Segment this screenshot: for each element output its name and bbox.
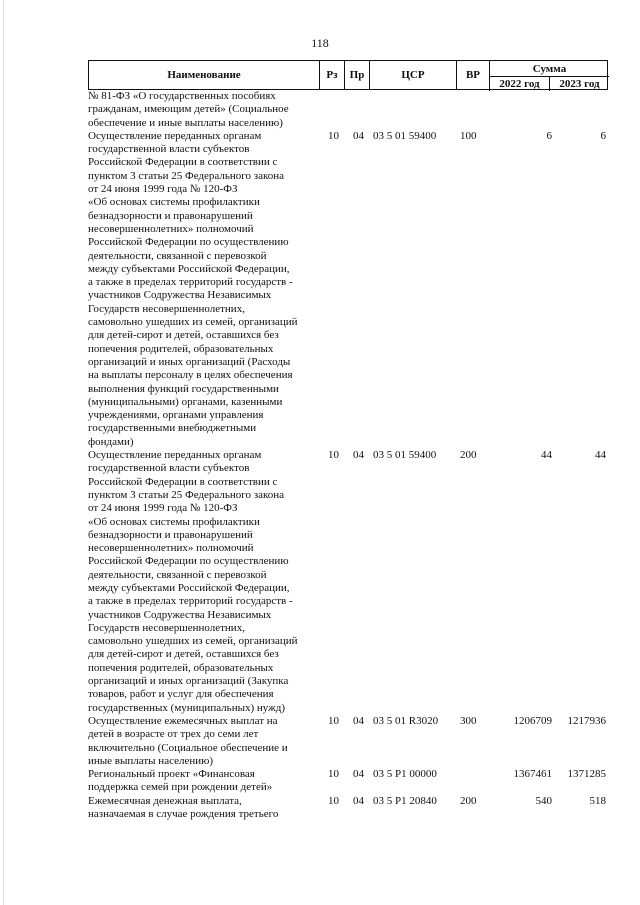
row-name-line: Осуществление переданных органам — [88, 449, 262, 462]
row-pr: 04 — [353, 768, 364, 781]
table-body — [88, 90, 608, 821]
row-name-line: деятельности, связанной с перевозкой — [88, 568, 267, 581]
table-row — [88, 130, 608, 449]
row-csr: 03 5 P1 00000 — [373, 768, 437, 781]
row-sum-2022: 540 — [535, 794, 552, 807]
row-sum-2022: 1206709 — [513, 714, 552, 727]
row-name-line: гражданам, имеющим детей» (Социальное — [88, 103, 289, 116]
row-sum-2023: 44 — [595, 449, 606, 462]
table-row — [88, 768, 608, 795]
row-name-line: деятельности, связанной с перевозкой — [88, 249, 267, 262]
row-name-line: безнадзорности и правонарушений — [88, 209, 253, 222]
row-name-line: «Об основах системы профилактики — [88, 196, 260, 209]
row-vr: 200 — [460, 449, 477, 462]
row-name-line: участников Содружества Независимых — [88, 608, 272, 621]
scan-edge-line — [3, 0, 4, 905]
table-header — [88, 60, 608, 90]
row-sum-2023: 1371285 — [567, 768, 606, 781]
row-name-line: (муниципальными) органами, казенными — [88, 395, 283, 408]
header-year-2022: 2022 год — [489, 76, 549, 91]
row-rz: 10 — [328, 129, 339, 142]
row-csr: 03 5 01 R3020 — [373, 714, 439, 727]
row-name-line: № 81-ФЗ «О государственных пособиях — [88, 90, 276, 102]
row-name-line: государственных (муниципальных) нужд) — [88, 701, 285, 714]
row-name — [88, 795, 316, 822]
row-name-line: для детей-сирот и детей, оставшихся без — [88, 329, 279, 342]
table-row — [88, 90, 608, 130]
row-name-line: попечения родителей, образовательных — [88, 661, 274, 674]
row-name-line: Российской Федерации в соответствии с — [88, 156, 278, 169]
row-name-line: пунктом 3 статьи 25 Федерального закона — [88, 169, 285, 182]
row-name-line: «Об основах системы профилактики — [88, 515, 260, 528]
row-name-line: выполнения функций государственными — [88, 382, 279, 395]
row-pr: 04 — [353, 714, 364, 727]
row-sum-2022: 1367461 — [513, 768, 552, 781]
row-pr: 04 — [353, 794, 364, 807]
table-row — [88, 449, 608, 715]
row-name-line: пунктом 3 статьи 25 Федерального закона — [88, 488, 285, 501]
row-sum-2023: 1217936 — [567, 714, 606, 727]
row-name-line: Региональный проект «Финансовая — [88, 768, 255, 781]
row-name-line: Российской Федерации по осуществлению — [88, 236, 289, 249]
row-name-line: учреждениями, органами управления — [88, 409, 264, 422]
row-csr: 03 5 P1 20840 — [373, 794, 437, 807]
row-name — [88, 449, 316, 715]
row-name-line: организаций и иных организаций (Расходы — [88, 355, 291, 368]
header-vr: ВР — [456, 61, 489, 89]
header-rz: Рз — [319, 61, 344, 89]
row-name-line: Ежемесячная денежная выплата, — [88, 794, 242, 807]
row-rz: 10 — [328, 714, 339, 727]
row-rz: 10 — [328, 768, 339, 781]
row-name-line: детей в возрасте от трех до семи лет — [88, 728, 259, 741]
row-name-line: государственной власти субъектов — [88, 143, 250, 156]
row-name-line: между субъектами Российской Федерации, — [88, 262, 290, 275]
row-name-line: государственной власти субъектов — [88, 462, 250, 475]
row-name-line: поддержка семей при рождении детей» — [88, 781, 273, 794]
table-row — [88, 715, 608, 768]
row-name-line: несовершеннолетних» полномочий — [88, 222, 254, 235]
row-rz: 10 — [328, 794, 339, 807]
row-name-line: фондами) — [88, 435, 134, 448]
row-name-line: включительно (Социальное обеспечение и — [88, 741, 288, 754]
row-name-line: на выплаты персоналу в целях обеспечения — [88, 369, 293, 382]
row-name — [88, 90, 316, 130]
table-row — [88, 795, 608, 822]
row-name — [88, 768, 316, 795]
row-name-line: иные выплаты населению) — [88, 754, 213, 767]
row-name-line: назначаемая в случае рождения третьего — [88, 808, 279, 821]
row-name-line: безнадзорности и правонарушений — [88, 528, 253, 541]
row-csr: 03 5 01 59400 — [373, 449, 437, 462]
row-name-line: государственными внебюджетными — [88, 422, 257, 435]
row-csr: 03 5 01 59400 — [373, 129, 437, 142]
row-name-line: от 24 июня 1999 года № 120-ФЗ — [88, 183, 238, 196]
row-name-line: товаров, работ и услуг для обеспечения — [88, 688, 274, 701]
row-name-line: от 24 июня 1999 года № 120-ФЗ — [88, 502, 238, 515]
row-name-line: организаций и иных организаций (Закупка — [88, 675, 289, 688]
row-name-line: Российской Федерации по осуществлению — [88, 555, 289, 568]
row-name-line: Осуществление ежемесячных выплат на — [88, 714, 278, 727]
row-name-line: несовершеннолетних» полномочий — [88, 542, 254, 555]
row-name — [88, 130, 316, 449]
header-name: Наименование — [167, 69, 241, 81]
row-vr: 300 — [460, 714, 477, 727]
row-name-line: обеспечение и иные выплаты населению) — [88, 116, 283, 129]
row-sum-2023: 6 — [600, 129, 606, 142]
page-number: 118 — [311, 36, 329, 50]
row-vr: 100 — [460, 129, 477, 142]
row-sum-2022: 44 — [541, 449, 552, 462]
row-pr: 04 — [353, 129, 364, 142]
row-name-line: Осуществление переданных органам — [88, 129, 262, 142]
row-sum-2022: 6 — [546, 129, 552, 142]
row-name-line: а также в пределах территорий государств - — [88, 276, 293, 289]
row-name-line: самовольно ушедших из семей, организаций — [88, 316, 298, 329]
row-name-line: между субъектами Российской Федерации, — [88, 581, 290, 594]
row-name-line: для детей-сирот и детей, оставшихся без — [88, 648, 279, 661]
row-rz: 10 — [328, 449, 339, 462]
row-name-line: а также в пределах территорий государств - — [88, 595, 293, 608]
row-vr: 200 — [460, 794, 477, 807]
row-name-line: самовольно ушедших из семей, организаций — [88, 635, 298, 648]
row-name-line: Государств несовершеннолетних, — [88, 621, 245, 634]
row-pr: 04 — [353, 449, 364, 462]
header-year-2023: 2023 год — [549, 76, 609, 91]
header-csr: ЦСР — [369, 61, 456, 89]
row-name-line: Российской Федерации в соответствии с — [88, 475, 278, 488]
header-sum: Сумма — [489, 61, 609, 76]
row-name-line: участников Содружества Независимых — [88, 289, 272, 302]
row-name-line: Государств несовершеннолетних, — [88, 302, 245, 315]
row-name-line: попечения родителей, образовательных — [88, 342, 274, 355]
row-name — [88, 715, 316, 768]
row-sum-2023: 518 — [589, 794, 606, 807]
header-pr: Пр — [344, 61, 369, 89]
